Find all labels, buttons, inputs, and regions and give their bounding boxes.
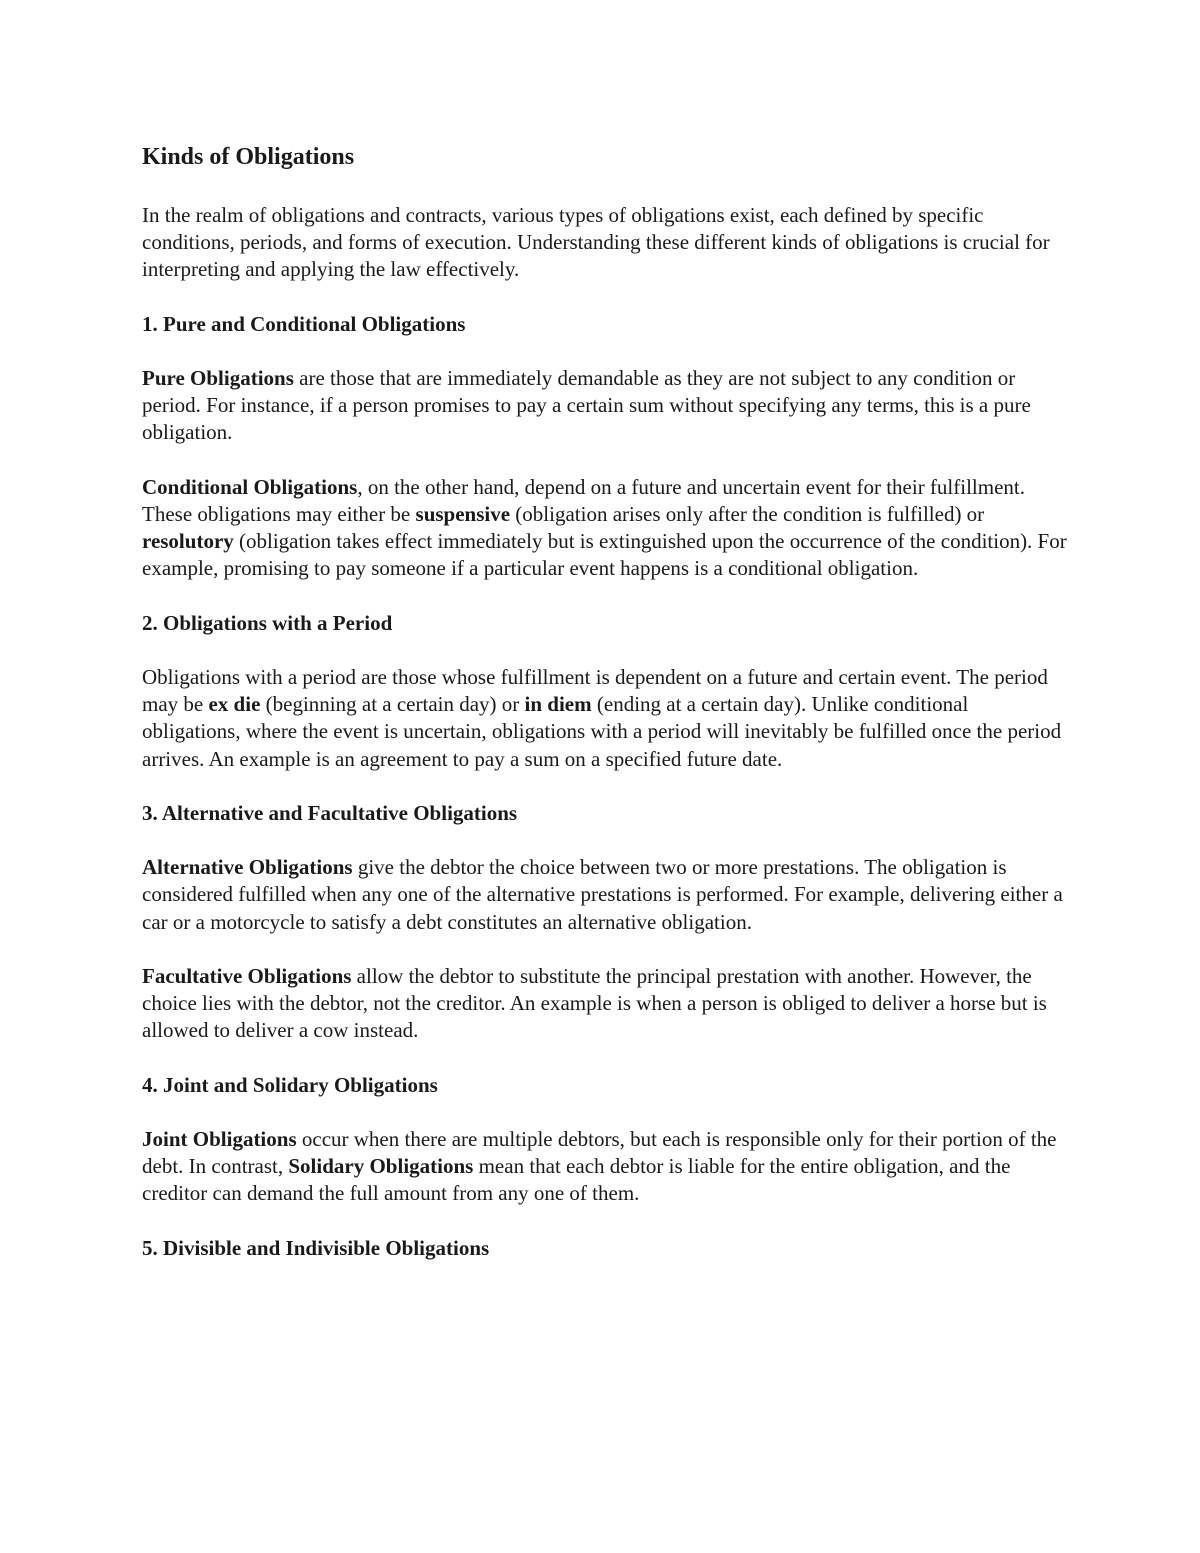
term-ex-die: ex die <box>208 692 261 717</box>
period-paragraph <box>142 664 1072 773</box>
facultative-text: allow the debtor to substitute the principal prestation with another. However, the choice lies with the debtor, not the creditor. An example is when a person is obliged to deliver a horse but is allowed to deliver a cow instead. <box>142 964 1047 1043</box>
conditional-obligations-paragraph <box>142 474 1072 583</box>
document-page <box>142 140 1072 1289</box>
joint-solidary-paragraph <box>142 1126 1072 1208</box>
conditional-text-a: , on the other hand, depend on a future and uncertain event for their fulfillment. These obligations may either be <box>142 474 1025 526</box>
term-solidary-obligations: Solidary Obligations <box>288 1154 474 1179</box>
pure-obligations-paragraph <box>142 365 1072 447</box>
alternative-obligations-paragraph <box>142 854 1072 936</box>
pure-obligations-text: are those that are immediately demandable as they are not subject to any condition or period. For instance, if a person promises to pay a certain sum without specifying any terms, this is a pure obligation. <box>142 366 1031 445</box>
term-suspensive: suspensive <box>415 502 511 526</box>
section-heading-period: 2. Obligations with a Period <box>142 610 393 635</box>
facultative-obligations-paragraph <box>142 963 1072 1045</box>
alternative-text: give the debtor the choice between two or more prestations. The obligation is considered fulfilled when any one of the alternative prestations is performed. For example, delivering either a car or a motorcycle to satisfy a debt constitutes an alternative obligation. <box>142 855 1063 934</box>
term-alternative-obligations: Alternative Obligations <box>142 855 353 880</box>
section-heading-alternative-facultative: 3. Alternative and Facultative Obligations <box>142 801 518 825</box>
period-text-a: Obligations with a period are those whose fulfillment is dependent on a future and certain event. The period may be <box>142 665 1048 717</box>
period-text-c: (ending at a certain day). Unlike conditional obligations, where the event is uncertain, obligations with a period will inevitably be fulfilled once the period arrives. An example is an agreement to pay a sum on a specified future date. <box>142 692 1062 771</box>
page-title: Kinds of Obligations <box>142 144 355 170</box>
term-pure-obligations: Pure Obligations <box>142 366 294 390</box>
term-joint-obligations: Joint Obligations <box>142 1127 297 1151</box>
term-facultative-obligations: Facultative Obligations <box>142 964 352 988</box>
joint-text-b: mean that each debtor is liable for the entire obligation, and the creditor can demand the full amount from any one of them. <box>142 1154 1011 1206</box>
joint-text-a: occur when there are multiple debtors, but each is responsible only for their portion of the debt. In contrast, <box>142 1127 1057 1179</box>
section-heading-divisible-indivisible: 5. Divisible and Indivisible Obligations <box>142 1235 490 1260</box>
intro-paragraph: In the realm of obligations and contracts, various types of obligations exist, each defined by specific conditions, periods, and forms of execution. Understanding these different kinds of obligations is crucial for interpreting and applying the law effectively. <box>142 203 1050 282</box>
term-resolutory: resolutory <box>142 529 234 554</box>
section-heading-joint-solidary: 4. Joint and Solidary Obligations <box>142 1072 438 1097</box>
section-heading-pure-conditional: 1. Pure and Conditional Obligations <box>142 311 466 336</box>
conditional-text-c: (obligation takes effect immediately but is extinguished upon the occurrence of the condition). For example, promising to pay someone if a particular event happens is a conditional obligation. <box>142 529 1067 581</box>
term-conditional-obligations: Conditional Obligations <box>142 474 358 499</box>
period-text-b: (beginning at a certain day) or <box>260 692 525 717</box>
conditional-text-b: (obligation arises only after the condition is fulfilled) or <box>510 502 985 526</box>
term-in-diem: in diem <box>524 692 592 717</box>
